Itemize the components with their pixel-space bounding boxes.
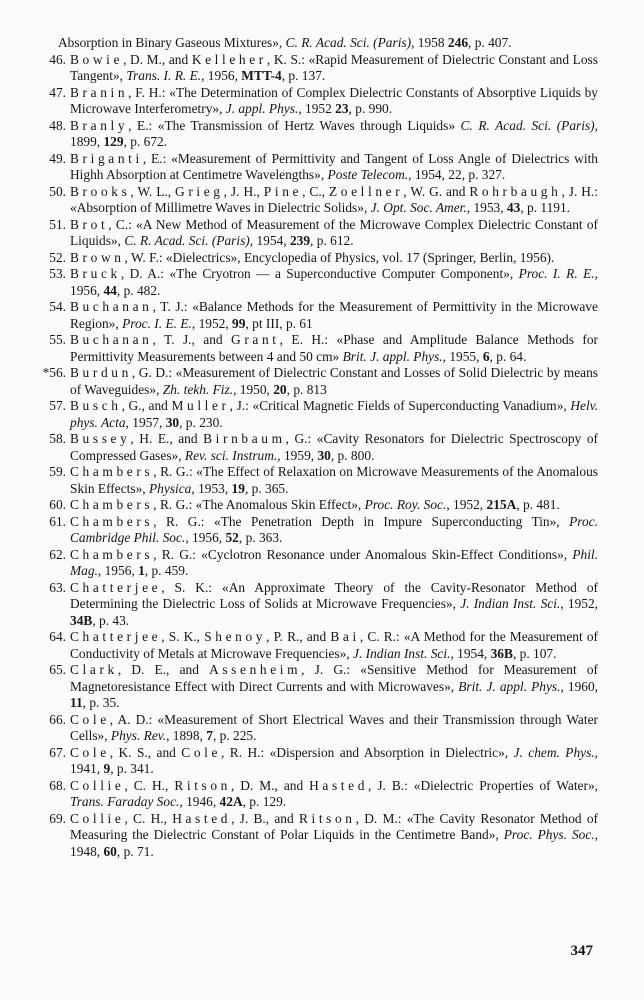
reference-text: , R. H.: «Dispersion and Absorption in Dielectric», xyxy=(221,744,514,760)
reference-text: Absorption in Binary Gaseous Mixtures», xyxy=(58,35,286,50)
volume-number: 6 xyxy=(482,348,490,364)
reference-number: 51. xyxy=(49,216,66,232)
reference-text: , G., and xyxy=(121,398,172,413)
volume-number: 36B xyxy=(490,645,513,661)
reference-number: 66. xyxy=(49,711,66,727)
reference-text: , J. G.: «Sensitive Method for Measurement of Magnetoresistance Effect with Direct Currents and with Microwaves», xyxy=(70,662,598,694)
author-surname: Cole xyxy=(181,744,222,760)
reference-number: 69. xyxy=(49,810,66,826)
reference-number: 53. xyxy=(49,266,66,281)
reference-text: , 1960, xyxy=(560,678,599,694)
reference-item xyxy=(0,745,644,778)
journal-title: Physica xyxy=(148,480,192,496)
reference-text: , p. 137. xyxy=(281,68,326,83)
reference-item xyxy=(0,85,644,118)
author-surname: Burdun xyxy=(70,365,132,380)
volume-number: 11 xyxy=(70,695,83,710)
author-surname: Cole xyxy=(70,744,110,760)
reference-text: , R. G.: «The Penetration Depth in Impure Superconducting Tin», xyxy=(153,513,570,529)
reference-number: 64. xyxy=(49,629,66,644)
reference-text: , 1952, xyxy=(446,497,487,512)
reference-text: , C. H., xyxy=(124,810,173,826)
author-surname: Brooks xyxy=(70,183,131,199)
reference-text: , p. 672. xyxy=(123,134,168,149)
author-surname: Bowie xyxy=(70,51,124,67)
reference-text: , p. 990. xyxy=(348,101,393,116)
reference-number: 49. xyxy=(49,150,66,166)
author-surname: Chatterjee xyxy=(70,579,162,595)
reference-text: , 1959, xyxy=(277,447,318,463)
reference-text: , D. A.: «The Cryotron — a Superconductive Computer Component», xyxy=(120,266,519,281)
journal-title: C. R. Acad. Sci. (Paris) xyxy=(124,233,250,248)
reference-text: , D. M., and xyxy=(123,51,192,67)
reference-number: 60. xyxy=(49,497,66,512)
volume-number: 129 xyxy=(103,134,124,149)
reference-text: , 1956, xyxy=(97,563,139,578)
journal-title: Poste Telecom. xyxy=(327,167,409,182)
volume-number: 23 xyxy=(335,101,349,116)
reference-text: , 1946, xyxy=(179,794,220,809)
reference-text: , D. M., and xyxy=(231,777,310,793)
volume-number: 43 xyxy=(506,200,521,215)
reference-item xyxy=(0,151,644,184)
reference-text: , 1952, xyxy=(560,596,599,611)
reference-text: , p. 813 xyxy=(286,381,327,397)
reference-item xyxy=(0,250,644,267)
author-surname: Ritson xyxy=(298,810,356,826)
reference-item xyxy=(0,332,644,365)
journal-title: Helv. phys. Acta xyxy=(70,398,598,430)
author-surname: Briganti xyxy=(70,150,143,166)
reference-text: , p. 459. xyxy=(144,563,189,578)
reference-text: , G. D.: «Measurement of Dielectric Constant and Losses of Solid Dielectric by means of Waveguides», xyxy=(70,365,598,397)
journal-title: Brit. J. appl. Phys. xyxy=(342,348,443,364)
reference-text: , T. J., and xyxy=(152,332,232,347)
reference-number: 68. xyxy=(49,777,66,793)
journal-title: J. Opt. Soc. Amer. xyxy=(370,200,467,215)
reference-text: , W. G. and xyxy=(403,183,470,199)
journal-title: Zh. tekh. Fiz. xyxy=(162,381,234,397)
reference-text: , C. R.: «A Method for the Measurement of Conductivity of Metals at Microwave Frequencies», xyxy=(70,629,598,661)
reference-item xyxy=(0,217,644,250)
journal-title: Phys. Rev. xyxy=(110,728,167,743)
reference-item xyxy=(0,35,644,52)
reference-number: 67. xyxy=(49,744,66,760)
reference-number: 65. xyxy=(49,662,66,677)
journal-title: J. Indian Inst. Sci. xyxy=(353,645,451,661)
reference-text: , C. H., xyxy=(124,777,175,793)
reference-text: , 1952, xyxy=(191,315,233,331)
reference-text: , R. G.: «The Anomalous Skin Effect», xyxy=(153,497,365,512)
reference-text: , W. L., xyxy=(130,183,176,199)
journal-title: Proc. Cambridge Phil. Soc. xyxy=(70,513,598,545)
reference-item xyxy=(0,712,644,745)
volume-number: 42A xyxy=(219,794,243,809)
reference-text: , R. G.: «Cyclotron Resonance under Anomalous Skin-Effect Conditions», xyxy=(153,546,573,562)
volume-number: 99 xyxy=(232,315,246,331)
author-surname: Birnbaum xyxy=(203,431,286,446)
reference-text: , p. 365. xyxy=(244,480,289,496)
journal-title: J. chem. Phys. xyxy=(513,744,595,760)
volume-number: 30 xyxy=(165,414,180,430)
reference-item xyxy=(0,629,644,662)
reference-text: , p. 71. xyxy=(116,843,154,859)
reference-text: , p. 407. xyxy=(468,35,512,50)
reference-text: , p. 363. xyxy=(238,530,283,545)
author-surname: Kelleher xyxy=(191,51,267,67)
author-surname: Bussey xyxy=(70,431,131,446)
reference-text: , p. 43. xyxy=(92,612,130,628)
reference-item xyxy=(0,497,644,514)
journal-title: Phil. Mag. xyxy=(70,546,598,578)
reference-text: , J. H., xyxy=(223,183,264,199)
journal-title: Rev. sci. Instrum. xyxy=(184,447,278,463)
author-surname: Zoellner xyxy=(328,183,404,199)
journal-title: Proc. Roy. Soc. xyxy=(364,497,447,512)
author-surname: Cole xyxy=(70,711,110,727)
reference-text: , 1954, xyxy=(249,233,290,248)
reference-text: , p. 129. xyxy=(242,794,287,809)
reference-text: , 1950, xyxy=(233,381,274,397)
reference-item xyxy=(0,580,644,630)
reference-text: , F. H.: «The Determination of Complex Dielectric Constants of Absorptive Liquids by Microwave Interferometry», xyxy=(70,84,598,116)
reference-text: , p. 230. xyxy=(179,414,223,430)
journal-title: C. R. Acad. Sci. (Paris) xyxy=(285,35,412,50)
reference-number: *56. xyxy=(42,365,66,380)
reference-number: 47. xyxy=(49,84,66,100)
reference-text: , 1898, xyxy=(166,728,207,743)
author-surname: Pine xyxy=(263,183,303,199)
reference-text: , 1954, xyxy=(450,645,491,661)
journal-title: Trans. I. R. E. xyxy=(126,68,202,83)
reference-text: , 1955, xyxy=(442,348,483,364)
journal-title: Trans. Faraday Soc. xyxy=(70,794,180,809)
reference-item xyxy=(0,365,644,398)
reference-text: , 1953, xyxy=(191,480,232,496)
reference-text: , 1953, xyxy=(466,200,507,215)
journal-title: J. appl. Phys. xyxy=(225,101,299,116)
author-surname: Hasted xyxy=(172,810,232,826)
author-surname: Assenheim xyxy=(209,662,302,677)
reference-text: , C., xyxy=(302,183,329,199)
reference-text: , 1956, xyxy=(70,266,598,298)
reference-text: , K. S., and xyxy=(109,744,182,760)
volume-number: 52 xyxy=(225,530,239,545)
reference-text: , J. B., and xyxy=(231,810,299,826)
reference-item xyxy=(0,778,644,811)
reference-text: , p. 225. xyxy=(212,728,257,743)
reference-number: 63. xyxy=(49,579,66,595)
author-surname: Collie xyxy=(70,777,125,793)
volume-number: 7 xyxy=(206,728,213,743)
page-number: 347 xyxy=(570,943,593,959)
reference-text: , G.: «Cavity Resonators for Dielectric Spectroscopy of Compressed Gases», xyxy=(70,431,599,463)
author-surname: Chambers xyxy=(70,464,154,479)
volume-number: 20 xyxy=(273,381,287,397)
author-surname: Busch xyxy=(70,398,122,413)
reference-text: , p. 800. xyxy=(330,447,375,463)
volume-number: 1 xyxy=(138,563,145,578)
reference-text: , C.: «A New Method of Measurement of the Microwave Complex Dielectric Constant of Liquids», xyxy=(70,216,598,248)
author-surname: Muller xyxy=(171,398,230,413)
reference-text: , 1948, xyxy=(70,827,598,859)
reference-number: 46. xyxy=(49,51,66,67)
reference-text: , D. M.: «The Cavity Resonator Method of Measuring the Dielectric Constant of Polar Liquids in the Centimetre Band», xyxy=(70,810,598,842)
journal-title: Proc. Phys. Soc. xyxy=(503,827,595,842)
reference-text: , 1954, 22, p. 327. xyxy=(408,167,506,182)
author-surname: Branly xyxy=(70,117,129,133)
reference-text: , p. 612. xyxy=(310,233,354,248)
reference-text: , H. E., and xyxy=(130,431,204,446)
reference-item xyxy=(0,398,644,431)
volume-number: 246 xyxy=(447,35,469,50)
author-surname: Grieg xyxy=(175,183,224,199)
reference-text: , E. H.: «Phase and Amplitude Balance Methods for Permittivity Measurements between 4 and 50 cm» xyxy=(70,332,598,364)
reference-text: , 1957, xyxy=(125,414,166,430)
reference-number: 58. xyxy=(49,431,66,446)
volume-number: 239 xyxy=(289,233,311,248)
reference-item xyxy=(0,431,644,464)
reference-number: 61. xyxy=(49,513,66,529)
reference-item xyxy=(0,52,644,85)
reference-text: , W. F.: «Dielectrics», Encyclopedia of Physics, vol. 17 (Springer, Berlin, 1956). xyxy=(124,249,555,265)
reference-text: , p. 64. xyxy=(489,348,527,364)
journal-title: Proc. I. R. E. xyxy=(518,266,595,281)
author-surname: Shenoy xyxy=(204,629,267,644)
reference-item xyxy=(0,547,644,580)
reference-item xyxy=(0,464,644,497)
reference-number: 59. xyxy=(49,464,66,479)
volume-number: MTT-4 xyxy=(241,68,282,83)
author-surname: Ritson xyxy=(174,777,231,793)
reference-text: , E.: «The Transmission of Hertz Waves through Liquids» xyxy=(128,117,461,133)
author-surname: Brot xyxy=(70,216,109,232)
reference-text: , p. 341. xyxy=(110,761,154,776)
reference-number: 48. xyxy=(49,117,66,133)
volume-number: 215A xyxy=(486,497,517,512)
volume-number: 44 xyxy=(103,282,117,298)
reference-number: 55. xyxy=(49,332,66,347)
reference-list xyxy=(0,35,644,860)
volume-number: 9 xyxy=(103,761,111,776)
journal-title: Brit. J. appl. Phys. xyxy=(458,678,561,694)
volume-number: 60 xyxy=(103,843,117,859)
author-surname: Buchanan xyxy=(70,299,153,314)
reference-text: , 1952 xyxy=(298,101,336,116)
reference-number: 52. xyxy=(49,249,66,265)
author-surname: Grant xyxy=(231,332,280,347)
author-surname: Chambers xyxy=(70,513,154,529)
reference-number: 57. xyxy=(49,398,66,413)
author-surname: Chatterjee xyxy=(70,629,162,644)
reference-text: , 1958 xyxy=(411,35,448,50)
volume-number: 30 xyxy=(317,447,331,463)
reference-item xyxy=(0,662,644,712)
reference-text: , 1941, xyxy=(70,744,599,776)
reference-text: , 1899, xyxy=(70,117,598,149)
reference-item xyxy=(0,514,644,547)
author-surname: Chambers xyxy=(70,546,154,562)
reference-text: , P. R., and xyxy=(266,629,331,644)
author-surname: Brown xyxy=(70,249,125,265)
author-surname: Bruck xyxy=(70,266,121,281)
reference-text: , K. S.: «Rapid Measurement of Dielectric Constant and Loss Tangent», xyxy=(70,51,598,83)
author-surname: Rohrbaugh xyxy=(469,183,562,199)
reference-text: , J. B.: «Dielectric Properties of Water», xyxy=(368,777,598,793)
author-surname: Hasted xyxy=(309,777,369,793)
reference-item xyxy=(0,266,644,299)
volume-number: 34B xyxy=(70,612,93,628)
reference-item xyxy=(0,299,644,332)
journal-title: Proc. I. E. E. xyxy=(122,315,192,331)
reference-text: , A. D.: «Measurement of Short Electrical Waves and their Transmission through Water Cells», xyxy=(70,711,598,743)
reference-text: , p. 35. xyxy=(82,695,120,710)
reference-text: , p. 107. xyxy=(512,645,557,661)
reference-text: , J.: «Critical Magnetic Fields of Superconducting Vanadium», xyxy=(229,398,571,413)
reference-text: , E.: «Measurement of Permittivity and Tangent of Loss Angle of Dielectrics with Highh Absorption at Centimetre Wavelengths», xyxy=(70,150,598,182)
reference-number: 54. xyxy=(49,299,66,314)
volume-number: 19 xyxy=(231,480,245,496)
reference-item xyxy=(0,118,644,151)
author-surname: Collie xyxy=(70,810,125,826)
author-surname: Chambers xyxy=(70,497,154,512)
reference-text: , p. 1191. xyxy=(520,200,571,215)
reference-text: , S. K., xyxy=(161,629,205,644)
reference-item xyxy=(0,811,644,861)
reference-item xyxy=(0,184,644,217)
journal-title: C. R. Acad. Sci. (Paris) xyxy=(460,117,595,133)
reference-text: , p. 482. xyxy=(116,282,161,298)
reference-text: , pt III, p. 61 xyxy=(245,315,313,331)
reference-text: , S. K.: «An Approximate Theory of the Cavity-Resonator Method of Determining the Dielectric Loss of Solids at Microwave Frequencies», xyxy=(70,579,598,611)
reference-text: , J. H.: «Absorption of Millimetre Waves in Dielectric Solids», xyxy=(70,183,599,215)
reference-number: 50. xyxy=(49,183,66,199)
reference-text: , D. E., and xyxy=(117,662,210,677)
reference-number: 62. xyxy=(49,546,66,562)
reference-text: , T. J.: «Balance Methods for the Measurement of Permittivity in the Microwave Region», xyxy=(70,299,598,331)
author-surname: Clark xyxy=(70,662,118,677)
reference-text: , 1956, xyxy=(201,68,242,83)
author-surname: Bai xyxy=(330,629,360,644)
reference-text: , p. 481. xyxy=(516,497,560,512)
reference-text: , R. G.: «The Effect of Relaxation on Microwave Measurements of the Anomalous Skin Effects», xyxy=(70,464,598,496)
reference-text: , 1956, xyxy=(185,530,226,545)
author-surname: Branin xyxy=(70,84,129,100)
journal-title: J. Indian Inst. Sci. xyxy=(460,596,561,611)
author-surname: Buchanan xyxy=(70,332,153,347)
